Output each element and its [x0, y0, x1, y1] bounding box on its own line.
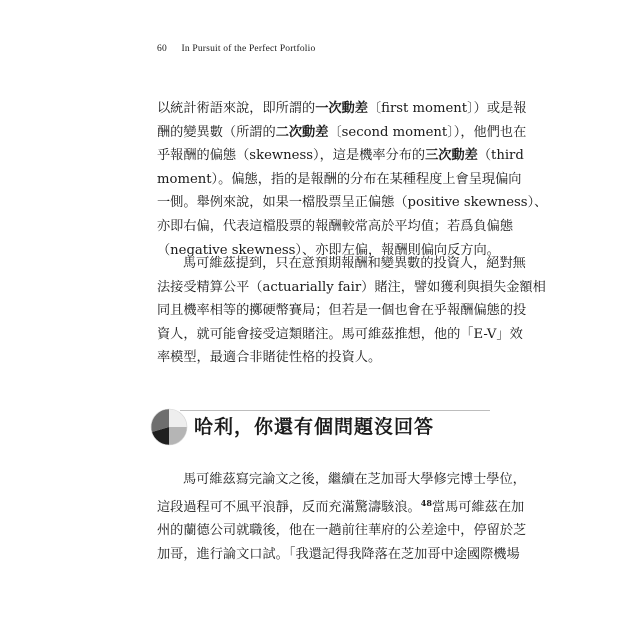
- pie-chart-icon: [150, 408, 188, 446]
- text-line: 率模型，最適合非賭徒性格的投資人。: [157, 350, 382, 366]
- text-line: 乎報酬的偏態（skewness），這是機率分布的三次動差（third: [157, 148, 524, 164]
- paragraph-dissertation: [157, 468, 527, 566]
- paragraph-skewness: [157, 97, 548, 262]
- text-line: 酬的變異數（所謂的二次動差〔second moment〕），他們也在: [157, 124, 527, 140]
- paragraph-actuarially-fair: [157, 252, 546, 370]
- text-line: 亦即右偏，代表這檔股票的報酬較常高於平均值；若爲負偏態: [157, 218, 514, 234]
- section-rule: [180, 410, 490, 411]
- text-line: 一側。舉例來說，如果一檔股票呈正偏態（positive skewness）、: [157, 195, 548, 211]
- text-line: 州的蘭德公司就職後，他在一趟前往華府的公差途中，停留於芝: [157, 523, 527, 539]
- text-line: 同且機率相等的擲硬幣賽局；但若是一個也會在乎報酬偏態的投: [157, 303, 527, 319]
- running-head: [157, 44, 315, 54]
- text-line: moment）。偏態，指的是報酬的分布在某種程度上會呈現偏向: [157, 171, 522, 187]
- text-line: 法接受精算公平（actuarially fair）賭注，譬如獲利與損失金額相: [157, 279, 546, 295]
- text-line: 這段過程可不風平浪靜，反而充滿驚濤駭浪。$^{48}$當馬可維茲在加: [157, 497, 525, 515]
- text-line: 馬可維茲提到，只在意預期報酬和變異數的投資人，絕對無: [183, 256, 526, 271]
- text-line: 馬可維茲寫完論文之後，繼續在芝加哥大學修完博士學位，: [183, 472, 526, 487]
- text-line: （negative skewness）、亦即左偏，報酬則偏向反方向。: [157, 242, 500, 258]
- text-line: 以統計術語來說，即所謂的一次動差〔first moment〕）或是報: [157, 101, 527, 116]
- section-heading: [150, 404, 490, 456]
- page-number: 60: [157, 44, 167, 54]
- running-title: In Pursuit of the Perfect Portfolio: [181, 44, 316, 54]
- text-line: 資人，就可能會接受這類賭注。馬可維茲推想，他的「E-V」效: [157, 326, 523, 342]
- footnote-marker: 48: [420, 497, 432, 508]
- text-line: 加哥，進行論文口試。「我還記得我降落在芝加哥中途國際機場: [157, 546, 520, 562]
- section-title: 哈利，你還有個問題沒回答: [194, 416, 435, 438]
